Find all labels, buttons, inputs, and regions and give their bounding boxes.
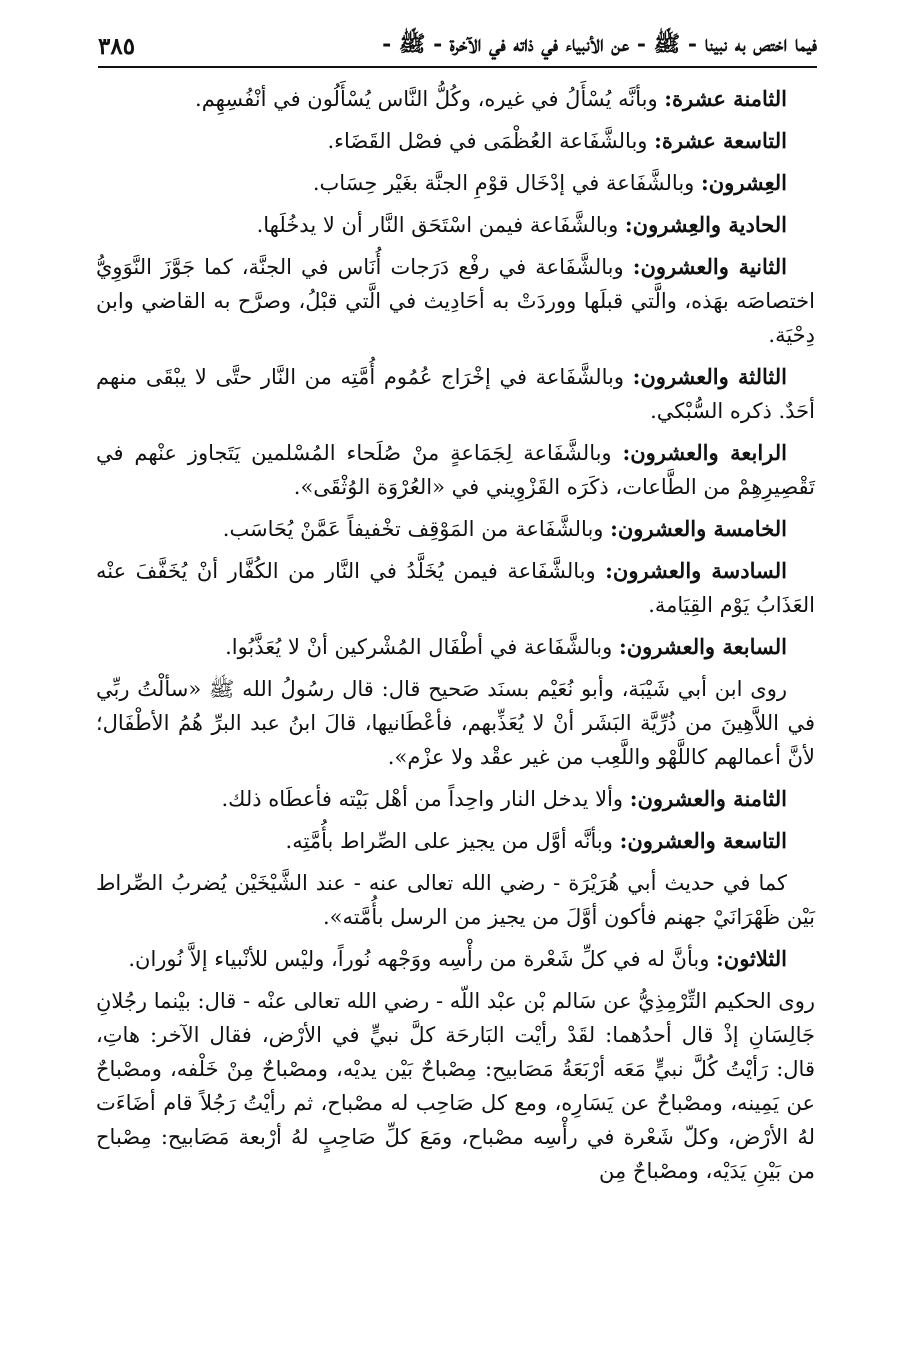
paragraph-lead: التاسعة والعشرون: — [619, 828, 787, 853]
paragraph-text: وبالشَّفَاعة في إدْخَال قوْمِ الجنَّة بغَيْر حِسَاب. — [312, 171, 701, 195]
paragraph-text: روى ابن أبي شَيْبَة، وأبو نُعَيْم بسنَد صَحيح قال: قال رسُولُ الله ﷺ «سألْتُ ربِّي في اللاَّهِينَ من ذُرِّيَّة البَشَر أنْ لا يُعَذِّبهم، فأعْطَانيها، قالَ ابنُ عبد البرِّ هُمُ الأطْفَال؛ لأنَّ أعمالهم كاللَّهْو واللَّعِب من غير عقْد ولا عزْم». — [96, 677, 815, 769]
paragraph-lead: الثامنة والعشرون: — [629, 786, 787, 811]
paragraph-text: وبالشَّفَاعة العُظْمَى في فصْل القَضَاء. — [327, 129, 655, 153]
paragraph — [96, 166, 815, 200]
paragraph-lead: السابعة والعشرون: — [618, 634, 787, 659]
paragraph — [96, 554, 815, 622]
paragraph-lead: الثامنة عشرة: — [664, 86, 787, 111]
paragraph-text: وبالشَّفَاعة في إخْرَاج عُمُوم أُمَّتِه من النَّار حتَّى لا يبْقَى منهم أحَدٌ. ذكره السُّبْكي. — [96, 365, 815, 423]
paragraph-lead: الخامسة والعشرون: — [610, 516, 787, 541]
paragraph-text: وبالشَّفَاعة من المَوْقِف تخْفيفاً عَمَّنْ يُحَاسَب. — [222, 517, 611, 541]
paragraph-lead: العِشرون: — [701, 170, 787, 195]
header-title: فيما اختص به نبينا - ﷺ - عن الأنبياء في ذاته في الآخرة - ﷺ - — [382, 31, 817, 57]
paragraph — [96, 82, 815, 116]
paragraph-lead: الحادية والعِشرون: — [624, 212, 787, 237]
paragraph — [96, 824, 815, 858]
paragraph — [96, 360, 815, 428]
paragraph-text: وبأنَّه أوَّل من يجيز على الصِّراط بأُمَّتِه. — [285, 829, 620, 853]
paragraph — [96, 512, 815, 546]
paragraph — [96, 208, 815, 242]
paragraph-lead: الثلاثون: — [716, 946, 787, 971]
paragraph — [96, 984, 815, 1188]
page-number: ٣٨٥ — [98, 32, 136, 60]
text-body — [96, 82, 815, 1196]
paragraph-text: كما في حديث أبي هُرَيْرَة - رضي الله تعالى عنه - عند الشَّيْخَيْن يُضربُ الصِّراط بَيْن ظَهْرَانَيْ جهنم فأكون أوَّلَ من يجيز من الرسل بأُمَّته». — [96, 871, 815, 929]
paragraph — [96, 672, 815, 774]
paragraph-text: وبأنَّ له في كلِّ شَعْرة من رأْسِه ووَجْهه نُوراً، وليْس للأنْبياء إلاَّ نُوران. — [128, 947, 717, 971]
paragraph — [96, 630, 815, 664]
paragraph-text: روى الحكيم التِّرْمِذِيُّ عن سَالم بْن عبْد اللّه - رضي الله تعالى عنْه - قال: بيْنما رجُلانِ جَالِسَانِ إذْ قال أحدُهما: لقَدْ رأيْت البَارحَة كلَّ نبيٍّ في الأرْض، فقال الآخر: هاتِ، قال: رَأيْتُ كُلَّ نبيٍّ مَعَه أرْبَعَةُ مَصَابيح: مِصْباحٌ بَيْن يديْه، ومصْباحٌ مِنْ خَلْفه، ومصْباحٌ عن يَمِينه، ومصْباحٌ عن يَسَارِه، ومع كل صَاحِب له مصْباح، ثم رأيْتُ رَجُلاً قام أضَاءَت لهُ الأرْض، وكلّ شَعْرة في رأْسِه مصْباح، ومَعَ كلِّ صَاحِبٍ لهُ أرْبعة مَصَابيح: مِصْباح من بَيْنِ يَدَيْه، ومصْباحٌ مِن — [96, 989, 815, 1183]
paragraph-lead: الثالثة والعشرون: — [632, 364, 788, 389]
paragraph — [96, 866, 815, 934]
paragraph-lead: الثانية والعشرون: — [632, 254, 787, 279]
paragraph-text: وبأنَّه يُسْأَلُ في غيره، وكُلُّ النَّاس يُسْأَلُون في أنْفُسِهِم. — [195, 87, 665, 111]
paragraph-text: وألا يدخل النار واحِداً من أهْل بَيْته فأعطَاه ذلك. — [221, 787, 630, 811]
paragraph-text: وبالشَّفَاعة فيمن اسْتَحَق النَّار أن لا يدخُلَها. — [256, 213, 625, 237]
paragraph-lead: التاسعة عشرة: — [654, 128, 787, 153]
paragraph-text: وبالشَّفَاعة في أطْفَال المُشْركين أنْ لا يُعَذَّبُوا. — [225, 635, 619, 659]
running-header — [98, 26, 817, 68]
paragraph — [96, 782, 815, 816]
paragraph — [96, 124, 815, 158]
paragraph-lead: الرابعة والعشرون: — [622, 440, 787, 465]
paragraph — [96, 436, 815, 504]
paragraph — [96, 250, 815, 352]
paragraph-text: وبالشَّفَاعة في رفْع دَرَجات أُنَاس في الجنَّة، كما جَوَّزَ النَّوَوِيُّ اختصاصَه بهَذه، والَّتي قبلَها ووردَتْ به أحَادِيث في الَّتي قبْلُ، وصرَّح به القاضي وابن دِحْيَة. — [96, 255, 815, 347]
paragraph — [96, 942, 815, 976]
paragraph-lead: السادسة والعشرون: — [605, 558, 787, 583]
paragraph-text: وبالشَّفَاعة لِجَمَاعةٍ منْ صُلَحاء المُسْلمين يَتَجاوز عنْهم في تَقْصِيرِهِمْ من الطَّاعات، ذكَرَه القَزْوِيني في «العُرْوَة الوُثْقَى». — [96, 441, 815, 499]
paragraph-text: وبالشَّفَاعة فيمن يُخَلَّدُ في النَّار من الكُفَّار أنْ يُخَفَّفَ عنْه العَذَابُ يَوْم القِيَامة. — [96, 559, 815, 617]
